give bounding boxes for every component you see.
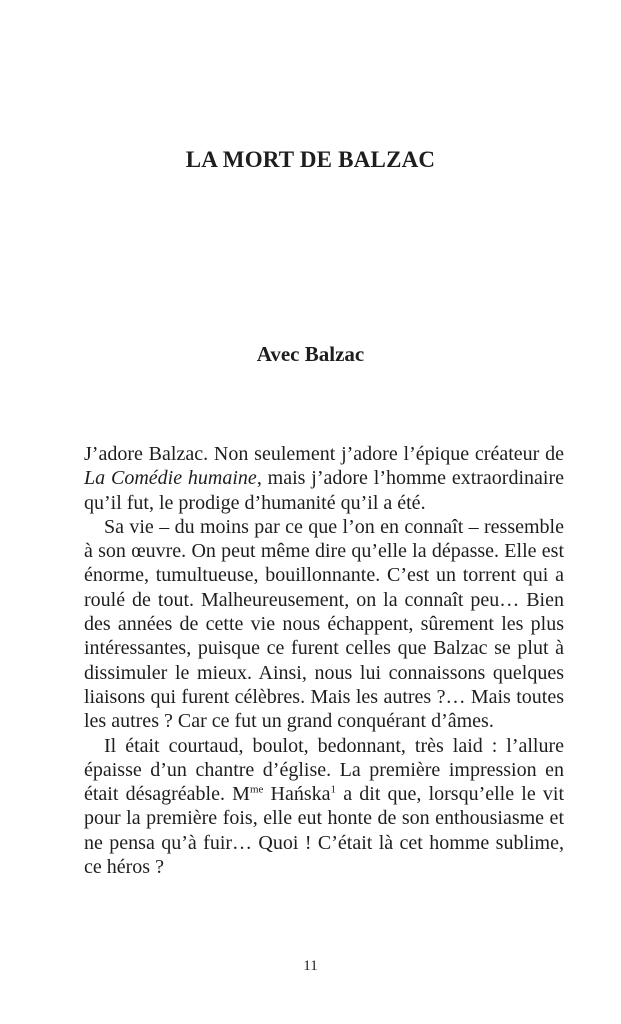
paragraph-1-text-a: J’adore Balzac. Non seulement j’adore l’épique créateur de xyxy=(84,443,564,465)
title-superscript: me xyxy=(249,783,264,796)
body-text xyxy=(84,442,564,879)
page-number: 11 xyxy=(303,958,318,974)
paragraph-3 xyxy=(84,734,564,880)
chapter-title: LA MORT DE BALZAC xyxy=(185,147,436,172)
paragraph-3-text-b: a dit que, lorsqu’elle le vit pour la première fois, elle eut honte de son enthousiasme et ne pensa qu’à fuir… Quoi ! C’était là cet homme sublime, ce héros ? xyxy=(84,783,564,879)
person-name: Hańska xyxy=(263,783,331,806)
paragraph-1 xyxy=(84,442,564,515)
book-title-italic: La Comédie humaine xyxy=(84,467,257,490)
paragraph-3-text-a: Il était courtaud, boulot, bedonnant, très laid : l’allure épaisse d’un chantre d’église. La première impression en était désagréable. M xyxy=(84,734,564,806)
footnote-reference: 1 xyxy=(330,783,337,796)
paragraph-1-text-b: , mais j’adore l’homme extraordinaire qu’il fut, le prodige d’humanité qu’il a été. xyxy=(84,467,564,514)
section-title: Avec Balzac xyxy=(256,342,365,366)
paragraph-2: Sa vie – du moins par ce que l’on en connaît – ressemble à son œuvre. On peut même dire qu’elle la dépasse. Elle est énorme, tumultueuse, bouillonnante. C’est un torrent qui a roulé de tout. Malheureusement, on la connaît peu… Bien des années de cette vie nous échappent, sûrement les plus intéressantes, puisque ce furent celles que Balzac se plut à dissimuler le mieux. Ainsi, nous lui connaissons quelques liaisons qui furent célèbres. Mais les autres ?… Mais toutes les autres ? Car ce fut un grand conquérant d’âmes. xyxy=(84,515,564,733)
